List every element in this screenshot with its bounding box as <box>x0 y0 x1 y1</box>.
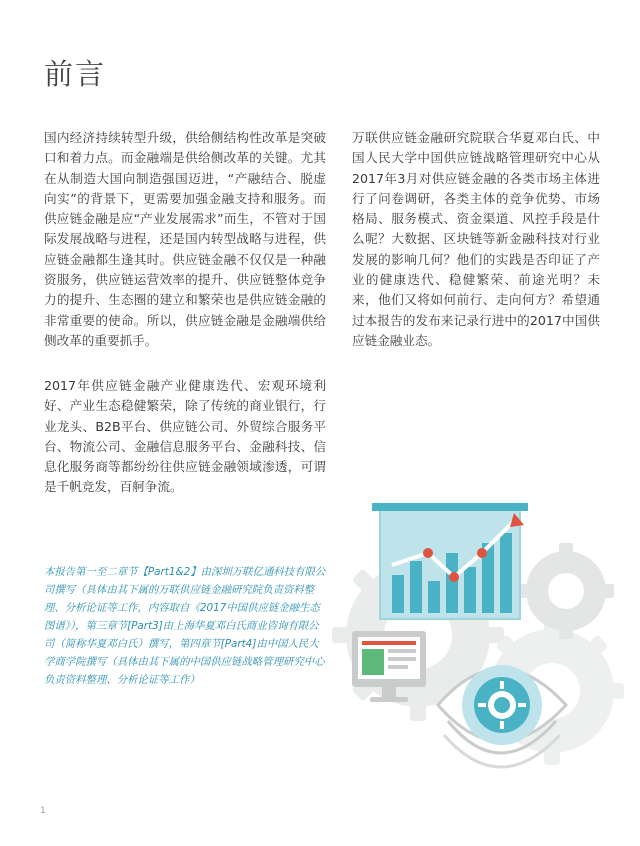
gear-icon <box>518 543 614 639</box>
intro-paragraph-3: 万联供应链金融研究院联合华夏邓白氏、中国人民大学中国供应链战略管理研究中心从2017年3月对供应链金融的各类市场主体进行了问卷调研，各类主体的竞争优势、市场格局、服务模式、资金渠道、风控手段是什么呢？大数据、区块链等新金融科技对行业发展的影响几何？他们的实践是否印证了产业的健康迭代、稳健繁荣、前途光明？未来，他们又将如何前行、走向何方？希望通过本报告的发布来记录行进中的2017中国供应链金融业态。 <box>352 130 600 348</box>
illustration-graphic <box>330 495 630 785</box>
chart-icon <box>372 503 528 619</box>
authorship-note: 本报告第一至二章节【Part1&2】由深圳万联亿通科技有限公司撰写（具体由其下属的万联供应链金融研究院负责资料整理、分析论证等工作，内容取自《2017中国供应链金融生态图谱》），第三章节[Part3]由上海华夏邓白氏商业咨询有限公司（简称华夏邓白氏）撰写，第四章节[Part4]由中国人民大学商学院撰写（具体由其下属的中国供应链战略管理研究中心负责资料整理、分析论证等工作） <box>44 566 326 686</box>
intro-paragraph-2: 2017年供应链金融产业健康迭代、宏观环境利好、产业生态稳健繁荣，除了传统的商业银行，行业龙头、B2B平台、供应链公司、外贸综合服务平台、物流公司、金融信息服务平台、金融科技、信息化服务商等都纷纷往供应链金融领域渗透，可谓是千帆竞发，百舸争流。 <box>44 378 326 495</box>
page-number: 1 <box>40 806 46 816</box>
page-title: 前言 <box>44 57 107 91</box>
illustration <box>330 495 630 789</box>
intro-paragraph-1: 国内经济持续转型升级，供给侧结构性改革是突破口和着力点。而金融端是供给侧改革的关键。尤其在从制造大国向制造强国迈进，“产融结合、脱虚向实”的背景下，更需要加强金融支持和服务。而供应链金融是应“产业发展需求”而生，不管对于国际发展战略与进程，还是国内转型战略与进程，供应链金融都生逢其时。供应链金融不仅仅是一种融资服务，供应链运营效率的提升、供应链整体竞争力的提升、生态圈的建立和繁荣也是供应链金融的非常重要的使命。所以，供应链金融是金融端供给侧改革的重要抓手。 <box>44 130 326 348</box>
